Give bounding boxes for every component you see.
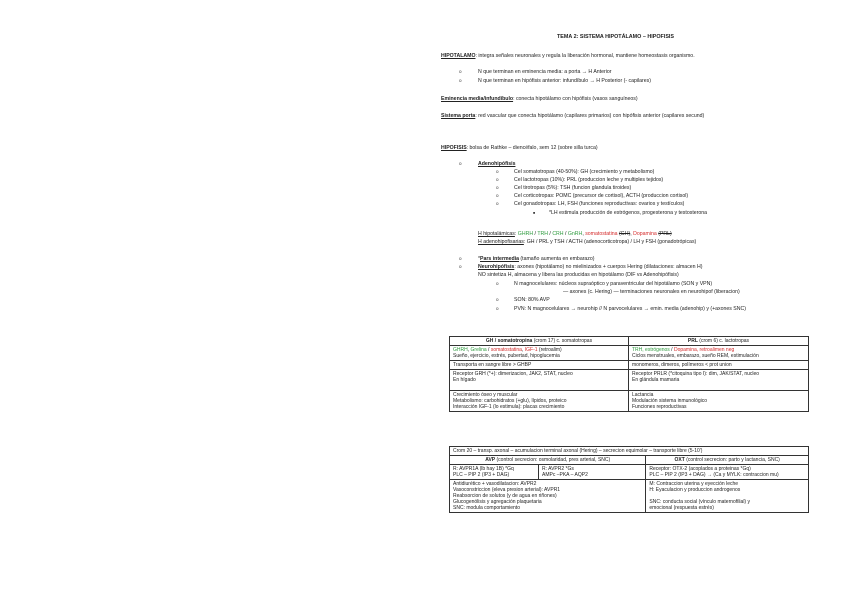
gh-reg2: Sueño, ejercicio, estrés, pubertad, hipoglucemia — [453, 353, 560, 359]
avp-f4: Glucogenólisis y agregación plaquetaria — [453, 499, 542, 505]
hipotalamo-term: HIPOTALAMO — [441, 53, 476, 59]
avp-header-bold: AVP — [485, 457, 496, 463]
prl-strike: (PRL) — [658, 231, 672, 237]
circle-bullet-icon: o — [459, 161, 462, 166]
eminencia-line — [441, 96, 638, 102]
avp-oxt-table — [449, 446, 809, 513]
neurohipofisis-term: Neurohipófisis — [478, 264, 515, 270]
prl-reg-trh: TRH, estrógenos — [632, 347, 670, 353]
ghrh: GHRH — [517, 231, 534, 237]
circle-bullet-icon: o — [459, 264, 462, 269]
sep: : — [514, 231, 518, 237]
avp-functions — [450, 480, 646, 513]
adenohipofisis-term: Adenohipófisis — [478, 161, 516, 167]
somatostatina: somatostatina — [585, 231, 618, 237]
adeno-cell-3: Cel tirotropas (5%): TSH (funcion glandula tiroides) — [514, 185, 632, 191]
prl-header — [629, 337, 809, 346]
prl-rec2: En glándula mamaria — [632, 377, 680, 383]
sistema-porta-line — [441, 113, 704, 119]
adeno-cell-2: Cel lactotropas (10%): PRL (produccion leche y multiples tejidos) — [514, 177, 664, 183]
circle-bullet-icon: o — [459, 69, 462, 74]
table-row — [450, 370, 809, 391]
prl-receptor — [629, 370, 809, 391]
neuro-item-2: SON: 80% AVP — [514, 297, 550, 303]
avp-receptor-1 — [450, 465, 539, 480]
page-title: TEMA 2: SISTEMA HIPOTÁLAMO – HIPOFISIS — [557, 34, 675, 40]
oxt-f1: M: Contraccion uterina y eyección leche — [649, 481, 739, 487]
oxt-r1: Receptor: OTX-2 (acoplados a proteinas *Gq) — [649, 466, 751, 472]
table-row — [450, 465, 809, 480]
table-row — [450, 361, 809, 370]
lh-note: *LH estimula producción de estrógenos, progesterona y testosterona — [549, 210, 708, 216]
prl-header-bold: PRL — [687, 338, 698, 344]
pars-term: Pars intermedia — [480, 256, 519, 262]
pars-def: (tamaño aumenta en embarazo) — [518, 256, 595, 262]
avp-r1a: R: AVPR1A (lb hay 1B) *Gq — [453, 466, 514, 472]
neurohipofisis-def: : axones (hipotálamo) no mielinizados + cuerpos Hering (dilataciones: almacen H) — [514, 264, 703, 270]
oxt-f3: SNC: conducta social (vínculo maternofilial) y — [649, 499, 750, 505]
pars-star: * — [478, 256, 481, 262]
prl-transport: monomeros, dimeros, polímeros < prot union — [629, 361, 809, 370]
gh-f2: Metabolismo: carbohidratos (+glu), lípidos, proteico — [453, 398, 567, 404]
avp-oxt-top: Crom 20 – transp. axonal – acumulacion terminal axonal (Hering) – secrecion equimolar – transporte libre (5-10') — [450, 447, 809, 456]
prl-f3: Funciones reproductivas — [632, 404, 687, 410]
gh-receptor — [450, 370, 629, 391]
avp-f2: Vasoconstriccion (eleva presion arterial): AVPR1 — [453, 487, 561, 493]
gh-regulation: GHRH, Grelina / somatostatina, IGF-1 (retroalim) Sueño, ejercicio, estrés, pubertad, hipoglucemia — [450, 346, 629, 361]
sistema-porta-def: : red vascular que conecta hipotálamo (capilares primarios) con hipófisis anterior (capilares secund) — [475, 113, 705, 119]
oxt-receptor — [646, 465, 809, 480]
gh-header-bold: GH / somatotropina — [485, 338, 533, 344]
hipofisis-term: HIPOFISIS — [441, 145, 467, 151]
neurohipofisis-line2: NO sintetiza H, almacena y libera las producidas en hipotálamo (DIF vs Adenohipófisis) — [478, 272, 679, 278]
table-row — [450, 337, 809, 346]
avp-header-rest: (control secrecion: osmolaridad, pres arterial, SNC) — [495, 457, 611, 463]
oxt-header — [646, 456, 809, 465]
gh-reg-ghrh: GHRH — [453, 347, 468, 353]
hipofisis-def: : bolsa de Rathke – diencéfalo, sem 12 (sobre silla turca) — [466, 145, 598, 151]
adeno-cell-1: Cel somatotropas (40-50%): GH (crecimiento y metabolismo) — [514, 169, 655, 175]
hipotalamo-item-2: N que terminan en hipófisis anterior: infundíbulo → H Posterior (- capilares) — [478, 78, 651, 84]
eminencia-term: Eminencia media/infundíbulo — [441, 96, 514, 102]
gh-reg-soma: somatostatina — [490, 347, 522, 353]
prl-header-rest: (crom 6) c. lactotropas — [697, 338, 750, 344]
oxt-header-rest: (control secrecion: parto y lactancia, SNC) — [684, 457, 780, 463]
prl-reg-dop: Dopamina, retroalimen neg — [673, 347, 735, 353]
gh-header-rest: (crom 17) c. somatotropas — [532, 338, 593, 344]
prl-rec1: Receptor PRLR (*citoquina tipo I): dim, JAK/STAT, nucleo — [632, 371, 760, 377]
circle-bullet-icon: o — [459, 78, 462, 83]
avp-header — [450, 456, 646, 465]
oxt-f2: H: Eyaculacion y produccion androgenos — [649, 487, 741, 493]
neuro-item-1: N magnocelulares: núcleos supraóptico y paraventricular del hipotálamo (SON y VPN) — [514, 281, 713, 287]
oxt-f4: emocional (respuesta estrés) — [649, 505, 714, 511]
avp-receptor-2 — [539, 465, 646, 480]
oxt-functions — [646, 480, 809, 513]
table-row — [450, 456, 809, 465]
avp-r2b: AMPc –PKA – AQP2 — [542, 472, 588, 478]
gh-reg-rest: (retroalim) — [537, 347, 562, 353]
trh: TRH — [537, 231, 548, 237]
adeno-cell-5: Cel gonadotropas: LH, FSH (funciones reproductivas: ovarios y testículos) — [514, 201, 685, 207]
gh-rec1: Receptor GRH (*+): dimerizacion, JAK2, STAT, nucleo — [453, 371, 573, 377]
h-adeno-label: H adenohipofisarias — [478, 239, 524, 245]
hipotalamo-item-1: N que terminan en eminencia media: a porta → H Anterior — [478, 69, 612, 75]
table-row — [450, 480, 809, 513]
prl-f1: Lactancia — [632, 392, 654, 398]
circle-bullet-icon: o — [496, 177, 499, 182]
circle-bullet-icon: o — [496, 297, 499, 302]
gh-f1: Crecimiento óseo y muscular — [453, 392, 518, 398]
circle-bullet-icon: o — [459, 256, 462, 261]
gh-reg-igf: IGF-1 — [524, 347, 538, 353]
gh-f3: Interacción IGF-1 (lo estimula): placas crecimiento — [453, 404, 565, 410]
gh-header — [450, 337, 629, 346]
avp-f1: Antidiurético + vasodilatacion: AVPR2 — [453, 481, 537, 487]
table-row — [450, 447, 809, 456]
prl-f2: Modulación sistema inmunológico — [632, 398, 708, 404]
square-bullet-icon: ■ — [533, 211, 536, 215]
hipofisis-line — [441, 145, 598, 151]
h-hipotalamicas-line: H hipotalámicas: GHRH / TRH / CRH / GnRH, somatostatina (GH), Dopamina (PRL) — [478, 231, 672, 237]
gnrh: GnRH — [567, 231, 583, 237]
neuro-axones: — axones (c. Hering) — terminaciones neuronales en neurohipof (liberacion) — [563, 289, 740, 295]
neuro-item-3: PVN: N magnocelulares → neurohip // N parvocelulares → emin. media (adenohip) y (+axones SNC) — [514, 306, 746, 312]
avp-f5: SNC: modula comportamiento — [453, 505, 520, 511]
neurohipofisis-line — [478, 264, 702, 270]
h-hipotalamicas-label: H hipotalámicas — [478, 231, 515, 237]
adenohipofisis-heading — [478, 161, 515, 167]
crh: CRH — [552, 231, 564, 237]
oxt-r2: PLC – PIP 2 (IP3 + DAG) → (Ca y MYLK: contraccion mu) — [649, 472, 779, 478]
prl-functions — [629, 391, 809, 412]
hipotalamo-line — [441, 53, 695, 59]
gh-rec2: En hígado — [453, 377, 476, 383]
eminencia-def: : conecta hipotálamo con hipófisis (vasos sanguíneos) — [513, 96, 638, 102]
circle-bullet-icon: o — [496, 185, 499, 190]
gh-functions — [450, 391, 629, 412]
sistema-porta-term: Sistema porta — [441, 113, 476, 119]
gh-prl-table — [449, 336, 809, 412]
adeno-cell-4: Cel corticotropas: POMC (precursor de cortisol), ACTH (produccion cortisol) — [514, 193, 689, 199]
h-adeno-text: : GH / PRL y TSH / ACTH (adenocorticotropa) / LH y FSH (gonadotrópicas) — [523, 239, 697, 245]
circle-bullet-icon: o — [496, 306, 499, 311]
h-adenohipofisarias-line — [478, 239, 696, 245]
gh-strike: (GH) — [618, 231, 631, 237]
gh-transport: Transporta en sangre libre > GHBP — [450, 361, 629, 370]
prl-reg2: Ciclos menstruales, embarazo, sueño REM, estimulación — [632, 353, 759, 359]
circle-bullet-icon: o — [496, 193, 499, 198]
dopamina: Dopamina — [633, 231, 657, 237]
circle-bullet-icon: o — [496, 281, 499, 286]
pars-line — [478, 256, 595, 262]
gh-reg-grelina: Grelina — [470, 347, 487, 353]
avp-f3: Reabsorcion de solutos (y de agua en riñones) — [453, 493, 557, 499]
avp-r2a: R: AVPR2 *Gs — [542, 466, 574, 472]
oxt-header-bold: OXT — [674, 457, 685, 463]
prl-regulation: TRH, estrógenos / Dopamina, retroalimen neg Ciclos menstruales, embarazo, sueño REM, estimulación — [629, 346, 809, 361]
table-row — [450, 346, 809, 361]
table-row — [450, 391, 809, 412]
circle-bullet-icon: o — [496, 201, 499, 206]
avp-r1b: PLC – PIP 2 (IP3 + DAG) — [453, 472, 510, 478]
hipotalamo-def: : integra señales neuronales y regula la liberación hormonal, mantiene homeostasis organismo. — [475, 53, 695, 59]
circle-bullet-icon: o — [496, 169, 499, 174]
